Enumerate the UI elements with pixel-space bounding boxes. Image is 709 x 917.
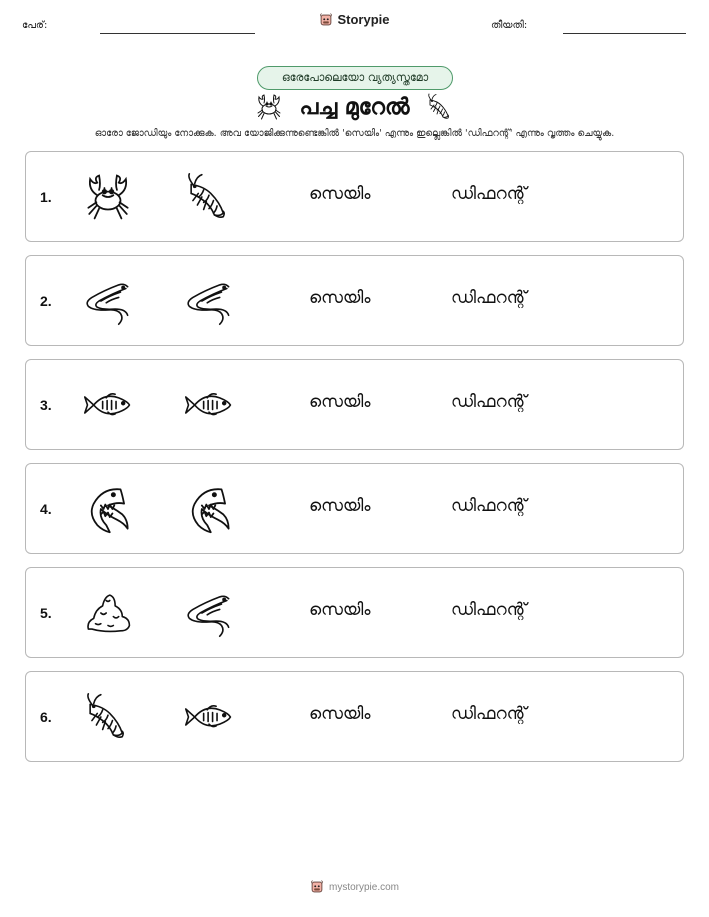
question-row <box>25 255 684 346</box>
shrimp-icon <box>181 172 237 222</box>
option-same[interactable]: സെയിം <box>309 288 371 308</box>
question-number: 6. <box>40 709 52 725</box>
badge-label: ഒരേപോലെയോ വ്യത്യസ്തമോ <box>281 71 429 84</box>
date-line[interactable] <box>563 33 686 34</box>
option-different[interactable]: ഡിഫറന്റ് <box>451 496 527 516</box>
option-different[interactable]: ഡിഫറന്റ് <box>451 184 527 204</box>
option-same[interactable]: സെയിം <box>309 392 371 412</box>
brand-name: Storypie <box>337 12 390 27</box>
question-number: 1. <box>40 189 52 205</box>
question-row <box>25 567 684 658</box>
fish-icon <box>80 380 136 430</box>
option-same[interactable]: സെയിം <box>309 600 371 620</box>
eel-head-icon <box>80 484 136 534</box>
name-label: പേര്: <box>22 20 48 31</box>
question-number: 2. <box>40 293 52 309</box>
name-line[interactable] <box>100 33 255 34</box>
question-row <box>25 463 684 554</box>
question-row <box>25 359 684 450</box>
question-number: 3. <box>40 397 52 413</box>
crab-icon <box>254 93 284 121</box>
option-different[interactable]: ഡിഫറന്റ് <box>451 392 527 412</box>
mascot-icon <box>319 13 333 27</box>
date-label: തീയതി: <box>491 20 528 31</box>
footer <box>0 880 709 894</box>
question-row <box>25 671 684 762</box>
eel-head-icon <box>181 484 237 534</box>
option-same[interactable]: സെയിം <box>309 184 371 204</box>
option-different[interactable]: ഡിഫറന്റ് <box>451 288 527 308</box>
crab-icon <box>80 172 136 222</box>
option-different[interactable]: ഡിഫറന്റ് <box>451 704 527 724</box>
worksheet-type-badge <box>257 66 453 90</box>
question-number: 5. <box>40 605 52 621</box>
instructions: ഓരോ ജോഡിയും നോക്കുക. അവ യോജിക്കുന്നുണ്ടെങ്കിൽ 'സെയിം' എന്നും ഇല്ലെങ്കിൽ 'ഡിഫറന്റ്' എന്നും വൃത്തം ചെയ്യുക. <box>94 128 615 139</box>
question-row <box>25 151 684 242</box>
title-row <box>0 90 709 124</box>
footer-url: mystorypie.com <box>328 881 399 893</box>
eel-icon <box>181 276 237 326</box>
fish-icon <box>181 380 237 430</box>
option-different[interactable]: ഡിഫറന്റ് <box>451 600 527 620</box>
rock-icon <box>80 588 136 638</box>
shrimp-icon <box>80 692 136 742</box>
eel-icon <box>181 588 237 638</box>
option-same[interactable]: സെയിം <box>309 496 371 516</box>
eel-icon <box>80 276 136 326</box>
shrimp-icon <box>425 93 455 121</box>
question-number: 4. <box>40 501 52 517</box>
fish-icon <box>181 692 237 742</box>
option-same[interactable]: സെയിം <box>309 704 371 724</box>
mascot-icon <box>310 880 324 894</box>
brand-logo <box>0 12 709 27</box>
page-title: പച്ച മുറേൽ <box>299 94 410 120</box>
